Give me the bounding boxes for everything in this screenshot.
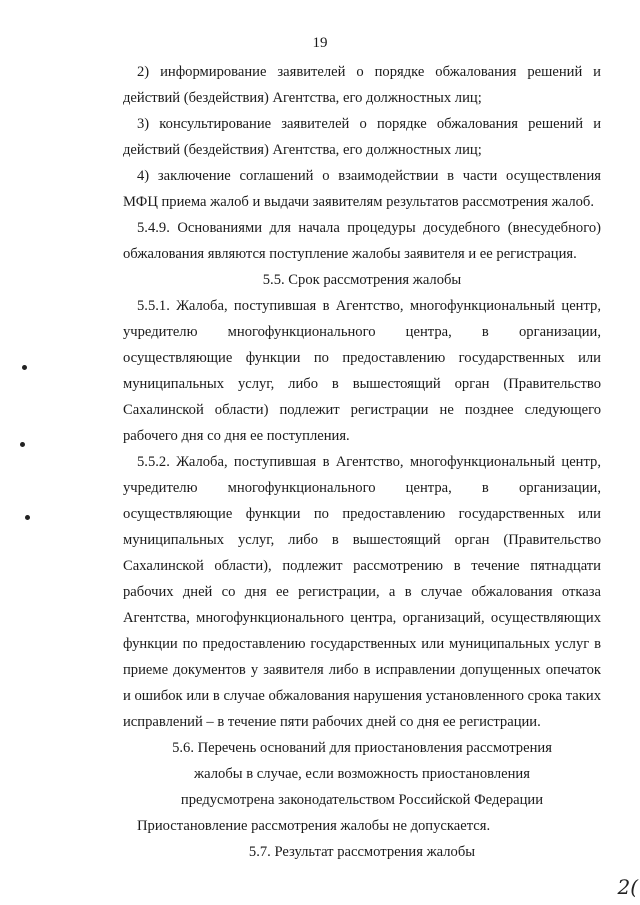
paragraph-5-4-9: 5.4.9. Основаниями для начала процедуры досудебного (внесудебного) обжалования являются поступление жалобы заявителя и ее регистрация. <box>123 220 601 262</box>
handwritten-page-mark: 2( <box>617 875 638 899</box>
paragraph-5-6: Приостановление рассмотрения жалобы не допускается. <box>137 818 491 834</box>
paragraph-5-5-2: 5.5.2. Жалоба, поступившая в Агентство, многофункциональный центр, учредителю многофункционального центра, в организации, осуществляющие функции по предоставлению государственных или муниципальных услуг, либо в вышестоящий орган (Правительство Сахалинской области), подлежит рассмотрению в течение пятнадцати рабочих дней со дня ее регистрации, а в случае обжалования отказа Агентства, многофункционального центра, организаций, осуществляющих функции по предоставлению государственных или муниципальных услуг в приеме документов у заявителя либо в исправлении допущенных опечаток и ошибок или в случае обжалования нарушения установленного срока таких исправлений – в течение пяти рабочих дней со дня ее регистрации. <box>123 454 601 730</box>
section-heading-5-6-line1: 5.6. Перечень оснований для приостановления рассмотрения <box>172 740 552 756</box>
paragraph-5-5-1: 5.5.1. Жалоба, поступившая в Агентство, многофункциональный центр, учредителю многофункционального центра, в организации, осуществляющие функции по предоставлению государственных или муниципальных услуг, либо в вышестоящий орган (Правительство Сахалинской области) подлежит регистрации не позднее следующего рабочего дня со дня ее поступления. <box>123 298 601 444</box>
paragraph-item-2: 2) информирование заявителей о порядке обжалования решений и действий (бездействия) Агентства, его должностных лиц; <box>123 64 601 106</box>
section-heading-5-6-line2: жалобы в случае, если возможность приостановления <box>194 766 530 782</box>
margin-dot-mark <box>22 365 27 370</box>
section-heading-5-5: 5.5. Срок рассмотрения жалобы <box>262 272 462 288</box>
section-heading-5-7: 5.7. Результат рассмотрения жалобы <box>248 844 476 860</box>
margin-dot-mark <box>20 442 25 447</box>
paragraph-item-3: 3) консультирование заявителей о порядке обжалования решений и действий (бездействия) Агентства, его должностных лиц; <box>123 116 601 158</box>
document-body <box>123 59 601 865</box>
section-heading-5-6-line3: предусмотрена законодательством Российской Федерации <box>180 792 544 808</box>
page-number: 19 <box>312 35 328 51</box>
paragraph-item-4: 4) заключение соглашений о взаимодействии в части осуществления МФЦ приема жалоб и выдачи заявителям результатов рассмотрения жалоб. <box>123 168 601 210</box>
margin-dot-mark <box>25 515 30 520</box>
